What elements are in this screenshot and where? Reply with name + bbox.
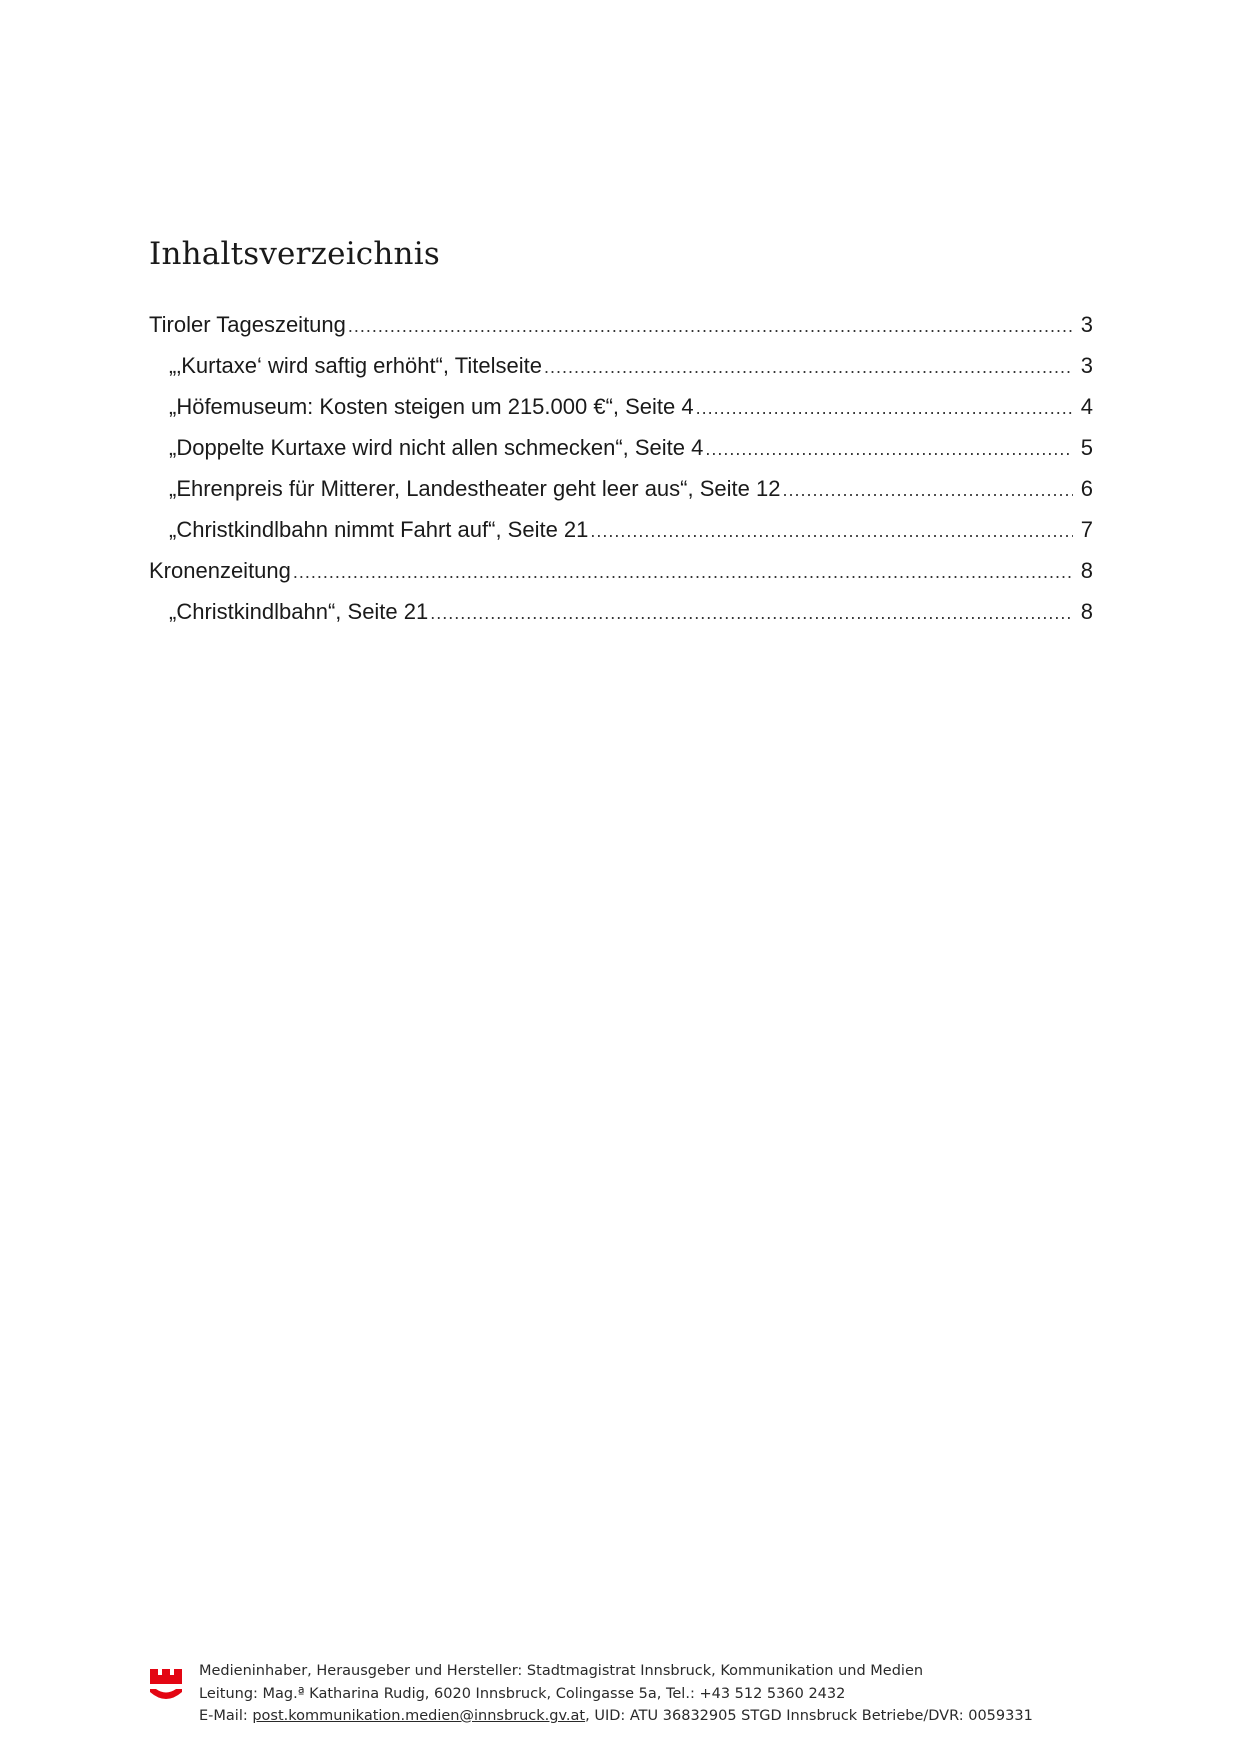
footer-imprint — [199, 1660, 1033, 1728]
toc-entry-page: 6 — [1080, 476, 1093, 501]
toc-dot-leader — [293, 552, 1073, 593]
toc-dot-leader — [696, 388, 1073, 429]
footer-publisher-line: Medieninhaber, Herausgeber und Hersteller: Stadtmagistrat Innsbruck, Kommunikation und Medien — [199, 1663, 924, 1679]
toc-dot-leader — [705, 429, 1073, 470]
toc-entry-ehrenpreis[interactable] — [149, 468, 1093, 509]
page-footer — [150, 1660, 1090, 1732]
toc-entry-hoefemuseum[interactable] — [149, 386, 1093, 427]
toc-dot-leader — [348, 306, 1073, 347]
innsbruck-logo-icon — [150, 1666, 182, 1706]
toc-list — [149, 304, 1093, 632]
toc-dot-leader — [544, 347, 1073, 388]
toc-entry-tiroler-tageszeitung[interactable] — [149, 304, 1093, 345]
toc-entry-page: 5 — [1080, 435, 1093, 460]
toc-entry-page: 3 — [1080, 353, 1093, 378]
toc-entry-page: 8 — [1080, 558, 1093, 583]
toc-entry-page: 8 — [1080, 599, 1093, 624]
toc-entry-page: 3 — [1080, 312, 1093, 337]
footer-uid-text: , UID: ATU 36832905 STGD Innsbruck Betriebe/DVR: 0059331 — [585, 1708, 1033, 1724]
toc-entry-title: „‚Kurtaxe‘ wird saftig erhöht“, Titelseite — [169, 353, 542, 378]
toc-dot-leader — [430, 593, 1073, 634]
toc-entry-title: Tiroler Tageszeitung — [149, 312, 346, 337]
toc-entry-title: „Doppelte Kurtaxe wird nicht allen schmecken“, Seite 4 — [169, 435, 704, 460]
toc-entry-title: Kronenzeitung — [149, 558, 291, 583]
toc-entry-page: 7 — [1080, 517, 1093, 542]
toc-entry-title: „Ehrenpreis für Mitterer, Landestheater geht leer aus“, Seite 12 — [169, 476, 781, 501]
toc-entry-title: „Christkindlbahn nimmt Fahrt auf“, Seite 21 — [169, 517, 589, 542]
toc-entry-title: „Christkindlbahn“, Seite 21 — [169, 599, 429, 624]
toc-entry-title: „Höfemuseum: Kosten steigen um 215.000 €“, Seite 4 — [169, 394, 694, 419]
toc-dot-leader — [782, 470, 1073, 511]
toc-entry-christkindlbahn[interactable] — [149, 591, 1093, 632]
footer-email-label: E-Mail: — [199, 1708, 253, 1724]
toc-dot-leader — [590, 511, 1073, 552]
footer-email-link[interactable]: post.kommunikation.medien@innsbruck.gv.at — [252, 1708, 586, 1724]
toc-heading: Inhaltsverzeichnis — [149, 236, 440, 272]
footer-contact-line — [199, 1705, 1033, 1728]
footer-management-line: Leitung: Mag.ª Katharina Rudig, 6020 Innsbruck, Colingasse 5a, Tel.: +43 512 5360 2432 — [199, 1685, 846, 1702]
toc-entry-doppelte-kurtaxe[interactable] — [149, 427, 1093, 468]
toc-entry-kronenzeitung[interactable] — [149, 550, 1093, 591]
toc-entry-page: 4 — [1080, 394, 1093, 419]
toc-entry-christkindlbahn-fahrt[interactable] — [149, 509, 1093, 550]
toc-entry-kurtaxe-erhoeht[interactable] — [149, 345, 1093, 386]
